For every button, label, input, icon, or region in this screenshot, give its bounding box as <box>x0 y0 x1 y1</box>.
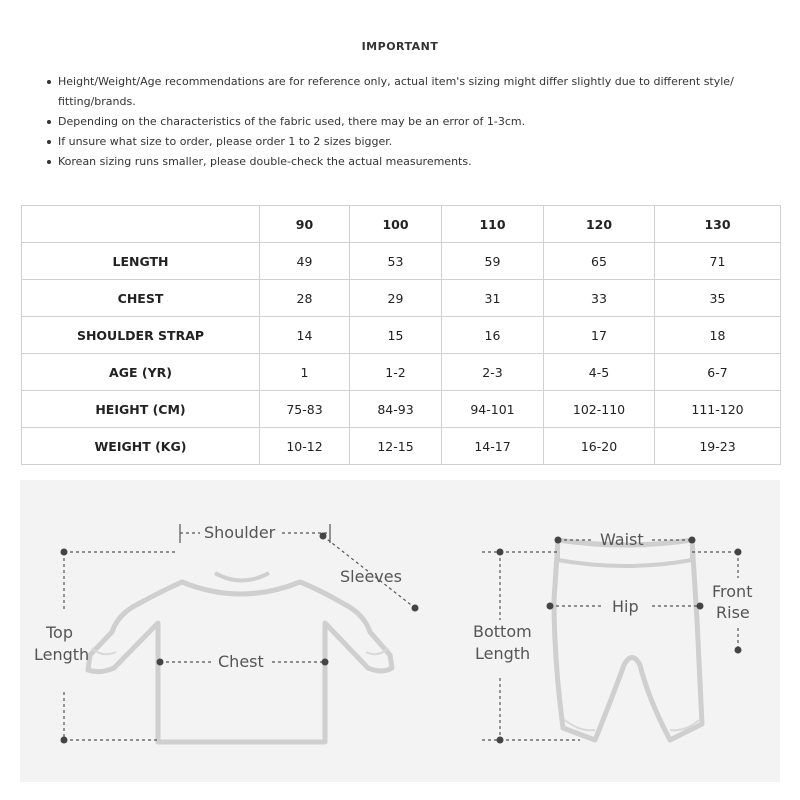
table-cell: 84-93 <box>350 391 442 428</box>
table-cell: 19-23 <box>655 428 781 465</box>
table-row <box>22 354 781 391</box>
table-cell: 53 <box>350 243 442 280</box>
table-header-cell <box>22 206 260 243</box>
table-row <box>22 280 781 317</box>
table-row <box>22 428 781 465</box>
shoulder-label: Shoulder <box>204 523 276 542</box>
table-cell: 2-3 <box>442 354 544 391</box>
table-cell: 16 <box>442 317 544 354</box>
row-label: WEIGHT (KG) <box>22 428 260 465</box>
bottom-length-label-line2: Length <box>475 644 531 663</box>
table-cell: 1 <box>260 354 350 391</box>
row-label: CHEST <box>22 280 260 317</box>
notes-list <box>44 72 774 172</box>
table-header-cell: 120 <box>544 206 655 243</box>
table-cell: 33 <box>544 280 655 317</box>
table-cell: 12-15 <box>350 428 442 465</box>
table-cell: 59 <box>442 243 544 280</box>
table-cell: 6-7 <box>655 354 781 391</box>
table-cell: 15 <box>350 317 442 354</box>
bottom-garment-illustration <box>554 540 702 740</box>
table-cell: 16-20 <box>544 428 655 465</box>
row-label: AGE (YR) <box>22 354 260 391</box>
table-header-cell: 100 <box>350 206 442 243</box>
top-length-label-line1: Top <box>46 623 73 642</box>
table-header-row <box>22 206 781 243</box>
note-item: Height/Weight/Age recommendations are for reference only, actual item's sizing might differ slightly due to different style/ fitting/brands. <box>44 72 774 112</box>
notes-title: IMPORTANT <box>361 40 439 53</box>
front-rise-label-line1: Front <box>712 582 753 601</box>
table-cell: 17 <box>544 317 655 354</box>
measurement-illustration <box>20 480 780 782</box>
row-label: HEIGHT (CM) <box>22 391 260 428</box>
hip-label: Hip <box>612 597 639 616</box>
note-item: Depending on the characteristics of the fabric used, there may be an error of 1-3cm. <box>44 112 774 132</box>
note-item: Korean sizing runs smaller, please double-check the actual measurements. <box>44 152 774 172</box>
table-cell: 35 <box>655 280 781 317</box>
table-cell: 75-83 <box>260 391 350 428</box>
table-cell: 102-110 <box>544 391 655 428</box>
table-header-cell: 90 <box>260 206 350 243</box>
table-cell: 94-101 <box>442 391 544 428</box>
table-cell: 1-2 <box>350 354 442 391</box>
top-length-label-line2: Length <box>34 645 90 664</box>
chest-label: Chest <box>218 652 264 671</box>
table-cell: 28 <box>260 280 350 317</box>
size-table <box>21 205 781 465</box>
note-item: If unsure what size to order, please order 1 to 2 sizes bigger. <box>44 132 774 152</box>
table-header-cell: 130 <box>655 206 781 243</box>
row-label: LENGTH <box>22 243 260 280</box>
table-cell: 14 <box>260 317 350 354</box>
row-label: SHOULDER STRAP <box>22 317 260 354</box>
waist-label: Waist <box>600 530 644 549</box>
measurement-diagram <box>20 480 780 782</box>
front-rise-label-line2: Rise <box>716 603 750 622</box>
table-cell: 10-12 <box>260 428 350 465</box>
table-cell: 4-5 <box>544 354 655 391</box>
table-cell: 49 <box>260 243 350 280</box>
table-cell: 31 <box>442 280 544 317</box>
table-row <box>22 243 781 280</box>
table-cell: 14-17 <box>442 428 544 465</box>
table-cell: 111-120 <box>655 391 781 428</box>
table-cell: 65 <box>544 243 655 280</box>
table-header-cell: 110 <box>442 206 544 243</box>
table-cell: 18 <box>655 317 781 354</box>
table-cell: 29 <box>350 280 442 317</box>
bottom-length-label-line1: Bottom <box>473 622 532 641</box>
sleeves-label: Sleeves <box>340 567 402 586</box>
table-row <box>22 391 781 428</box>
table-row <box>22 317 781 354</box>
table-cell: 71 <box>655 243 781 280</box>
